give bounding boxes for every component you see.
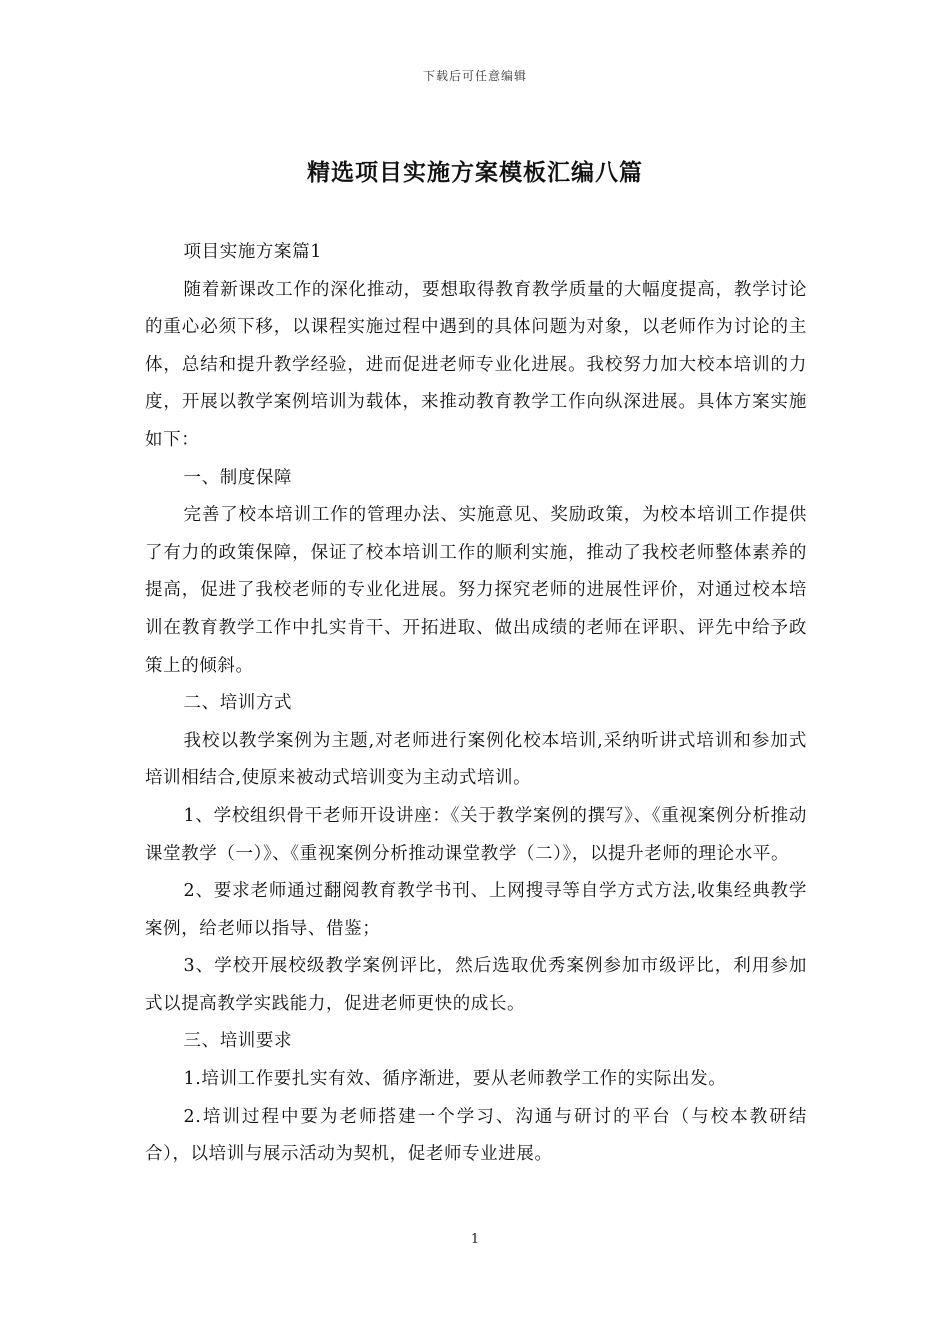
header-note: 下载后可任意编辑: [422, 69, 527, 83]
document-title: 精选项目实施方案模板汇编八篇: [307, 160, 643, 186]
section-heading: 项目实施方案篇1: [183, 242, 322, 262]
page-number: 1: [470, 1232, 480, 1247]
section-heading: 二、培训方式: [183, 693, 293, 714]
body-paragraph: 完善了校本培训工作的管理办法、实施意见、奖励政策，为校本培训工作提供了有力的政策保障，保证了校本培训工作的顺利实施，推动了我校老师整体素养的提高，促进了我校老师的专业化进展。努力探究老师的进展性评价，对通过校本培训在教育教学工作中扎实肯干、开拓进取、做出成绩的老师在评职、评先中给予政策上的倾斜。: [145, 505, 807, 676]
section-heading: 三、培训要求: [183, 1031, 293, 1052]
list-item: 2.培训过程中要为老师搭建一个学习、沟通与研讨的平台（与校本教研结合），以培训与展示活动为契机，促老师专业进展。: [145, 1106, 807, 1165]
list-item: 1.培训工作要扎实有效、循序渐进，要从老师教学工作的实际出发。: [183, 1069, 727, 1090]
body-paragraph: 随着新课改工作的深化推动，要想取得教育教学质量的大幅度提高，教学讨论的重心必须下移，以课程实施过程中遇到的具体问题为对象，以老师作为讨论的主体，总结和提升教学经验，进而促进老师专业化进展。我校努力加大校本培训的力度，开展以教学案例培训为载体，来推动教育教学工作向纵深进展。具体方案实施如下：: [145, 279, 807, 450]
section-heading: 一、制度保障: [183, 467, 293, 488]
list-item: 1、学校组织骨干老师开设讲座：《关于教学案例的撰写》、《重视案例分析推动课堂教学（一）》、《重视案例分析推动课堂教学（二）》，以提升老师的理论水平。: [145, 805, 807, 864]
list-item: 3、学校开展校级教学案例评比，然后选取优秀案例参加市级评比，利用参加式以提高教学实践能力，促进老师更快的成长。: [145, 956, 807, 1014]
document-body: [145, 234, 807, 1174]
list-item: 2、要求老师通过翻阅教育教学书刊、上网搜寻等自学方式方法,收集经典教学案例，给老师以指导、借鉴；: [145, 881, 807, 939]
body-paragraph: 我校以教学案例为主题,对老师进行案例化校本培训,采纳听讲式培训和参加式培训相结合,使原来被动式培训变为主动式培训。: [145, 730, 807, 789]
